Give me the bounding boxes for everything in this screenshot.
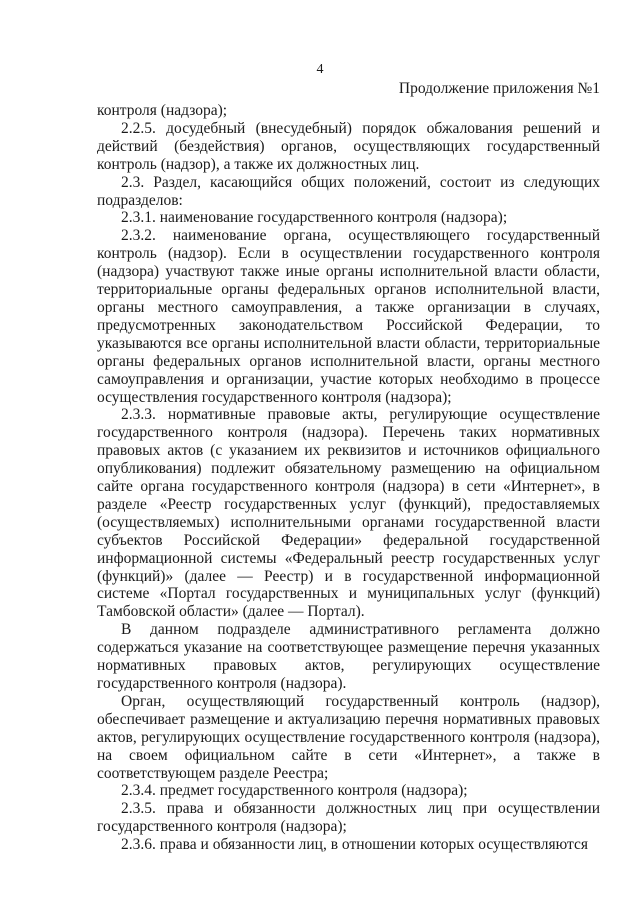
page-number: 4 — [316, 62, 324, 77]
paragraph-2-3: 2.3. Раздел, касающийся общих положений, состоит из следующих подразделов: — [97, 173, 600, 209]
paragraph-continuation: контроля (надзора); — [97, 102, 228, 119]
document-body — [97, 102, 600, 854]
appendix-continuation-note: Продолжение приложения №1 — [398, 80, 600, 97]
paragraph-organ-duty: Орган, осуществляющий государственный контроль (надзор), обеспечивает размещение и актуализацию перечня нормативных правовых актов, регулирующих осуществление государственного контроля (надзора), на своем официальном сайте в сети «Интернет», а также в соответствующем разделе Реестра; — [97, 692, 600, 782]
paragraph-2-3-6: 2.3.6. права и обязанности лиц, в отношении которых осуществляются — [121, 836, 588, 854]
paragraph-2-3-5: 2.3.5. права и обязанности должностных лиц при осуществлении государственного контроля (надзора); — [97, 800, 600, 836]
paragraph-2-3-1: 2.3.1. наименование государственного контроля (надзора); — [121, 209, 508, 227]
paragraph-2-3-4: 2.3.4. предмет государственного контроля (надзора); — [121, 782, 468, 800]
paragraph-2-3-3: 2.3.3. нормативные правовые акты, регулирующие осуществление государственного контроля (надзора). Перечень таких нормативных правовых актов (с указанием их реквизитов и источников официального опубликования) подлежит обязательному размещению на официальном сайте органа государственного контроля (надзора) в сети «Интернет», в разделе «Реестр государственных услуг (функций), предоставляемых (осуществляемых) исполнительными органами государственной власти субъектов Российской Федерации» федеральной государственной информационной системы «Федеральный реестр государственных услуг (функций)» (далее — Реестр) и в государственной информационной системе «Портал государственных и муниципальных услуг (функций) Тамбовской области» (далее — Портал). — [97, 406, 600, 621]
paragraph-subsection-note: В данном подразделе административного регламента должно содержаться указание на соответствующее размещение перечня указанных нормативных правовых актов, регулирующих осуществление государственного контроля (надзора). — [97, 621, 600, 692]
paragraph-2-3-2: 2.3.2. наименование органа, осуществляющего государственный контроль (надзор). Если в осуществлении государственного контроля (надзора) участвуют также иные органы исполнительной власти области, территориальные органы федеральных органов исполнительной власти, органы местного самоуправления, а также организации в случаях, предусмотренных законодательством Российской Федерации, то указываются все органы исполнительной власти области, территориальные органы федеральных органов исполнительной власти, органы местного самоуправления и организации, участие которых необходимо в процессе осуществления государственного контроля (надзора); — [97, 227, 600, 406]
paragraph-2-2-5: 2.2.5. досудебный (внесудебный) порядок обжалования решений и действий (бездействия) органов, осуществляющих государственный контроль (надзор), а также их должностных лиц. — [97, 119, 600, 173]
